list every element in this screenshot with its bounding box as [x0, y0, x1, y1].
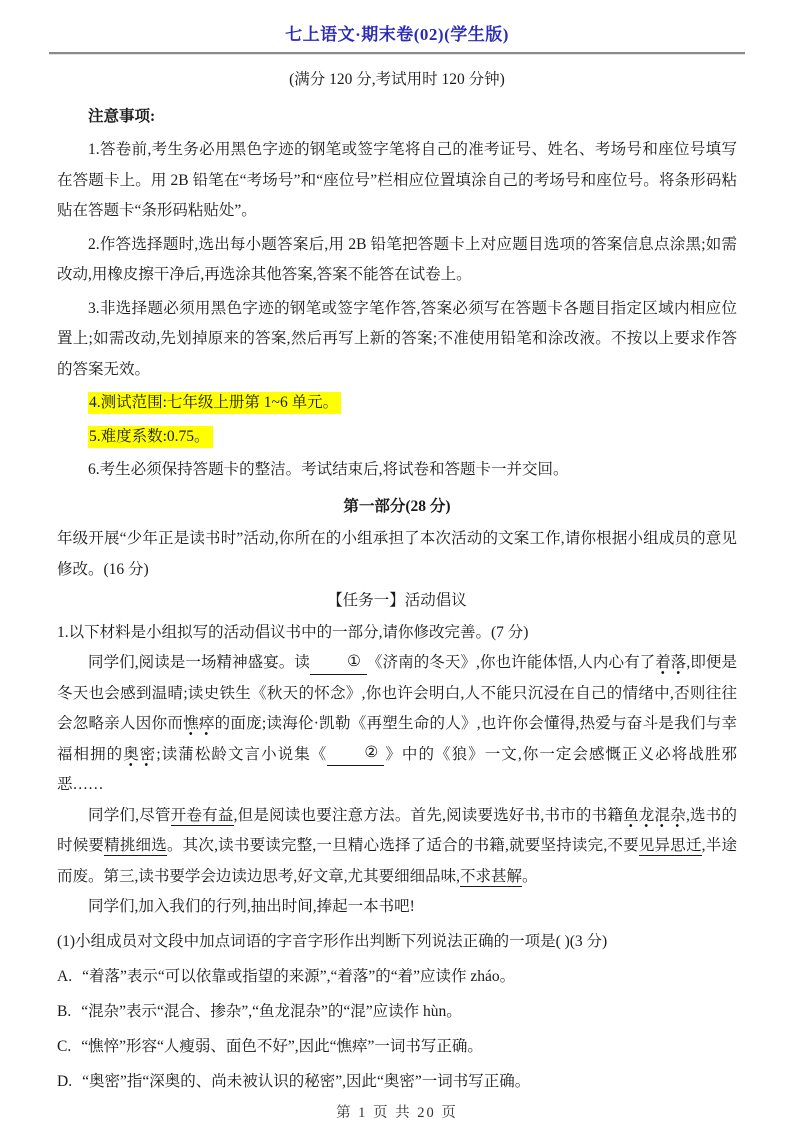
fill-in-blank: ① [310, 652, 367, 675]
underlined-word: 开卷有益 [171, 807, 234, 826]
question1-stem: 1.以下材料是小组拟写的活动倡议书中的一部分,请你修改完善。(7 分) [57, 618, 737, 649]
page-footer: 第 1 页 共 20 页 [57, 1098, 737, 1142]
option-c-label: C. [57, 1038, 71, 1055]
option-a-label: A. [57, 968, 72, 985]
underlined-word: 见异思迁 [639, 837, 702, 856]
fill-in-blank: ② [327, 743, 384, 766]
passage-paragraph-3 [57, 892, 737, 923]
option-b-text: “混杂”表示“混合、掺杂”,“鱼龙混杂”的“混”应读作 hùn。 [81, 1003, 462, 1020]
notice-item-2: 2.作答选择题时,选出每小题答案后,用 2B 铅笔把答题卡上对应题目选项的答案信息点涂黑;如需改动,用橡皮擦干净后,再选涂其他答案,答案不能答在试卷上。 [57, 230, 737, 291]
option-d [57, 1067, 737, 1098]
text-segment: 《济南的冬天》,你也许能体悟,人内心有了 [367, 654, 655, 671]
text-segment: ,半途而废。第三,读书要学会边读边思考,好文章,尤其要细细品味, [57, 837, 737, 885]
text-segment: 同学们,阅读是一场精神盛宴。读 [88, 654, 310, 671]
text-segment: 同学们,加入我们的行列,抽出时间,捧起一本书吧! [88, 898, 415, 915]
question1-1-stem: (1)小组成员对文段中加点词语的字音字形作出判断下列说法正确的一项是( )(3 分) [57, 927, 737, 958]
highlight-difficulty: 5.难度系数:0.75。 [88, 426, 213, 448]
text-segment: 的面庞;读海伦·凯勒《再塑生命的人》,也许你会懂得,热爱与奋斗是我们与幸福相拥的 [57, 715, 737, 763]
option-d-label: D. [57, 1073, 72, 1090]
option-b-label: B. [57, 1003, 71, 1020]
notice-section [57, 102, 737, 489]
notice-heading: 注意事项: [57, 102, 737, 133]
emphasized-word: 鱼龙混杂 [623, 807, 686, 828]
text-segment: ,但是阅读也要注意方法。首先,阅读要选好书,书市的书籍 [234, 807, 624, 824]
passage-paragraph-1 [57, 648, 737, 801]
title-divider [49, 52, 745, 55]
underlined-word: 不求甚解 [460, 868, 522, 887]
option-c-text: “憔悴”形容“人瘦弱、面色不好”,因此“憔瘁”一词书写正确。 [81, 1038, 483, 1055]
text-segment: 。其次,读书要读完整,一旦精心选择了适合的书籍,就要坚持读完,不要 [167, 837, 639, 854]
exam-meta: (满分 120 分,考试用时 120 分钟) [57, 65, 737, 96]
emphasized-word: 奥密 [123, 746, 156, 767]
option-a [57, 962, 737, 993]
part1-heading: 第一部分(28 分) [57, 492, 737, 523]
passage-paragraph-2 [57, 801, 737, 893]
text-segment: ,即便是冬天也会感到温晴;读史铁生《秋天的怀念》,你也许会明白,人不能只沉浸在自己的情绪中,否则往往会忽略亲人因你而 [57, 654, 737, 732]
emphasized-word: 着落 [655, 654, 686, 675]
option-a-text: “着落”表示“可以依靠或指望的来源”,“着落”的“着”应读作 zháo。 [82, 968, 515, 985]
notice-item-1: 1.答卷前,考生务必用黑色字迹的钢笔或签字笔将自己的准考证号、姓名、考场号和座位号填写在答题卡上。用 2B 铅笔在“考场号”和“座位号”栏相应位置填涂自己的考场号和座位号。将条形码粘贴在答题卡“条形码粘贴处”。 [57, 135, 737, 227]
underlined-word: 精挑细选 [104, 837, 167, 856]
text-segment: ,选书的时候要 [57, 807, 737, 855]
text-segment: 。 [522, 868, 538, 885]
notice-item-4 [57, 388, 737, 419]
page-title: 七上语文·期末卷(02)(学生版) [57, 20, 737, 45]
notice-item-6: 6.考生必须保持答题卡的整洁。考试结束后,将试卷和答题卡一并交回。 [57, 455, 737, 486]
option-c [57, 1032, 737, 1063]
part1-intro: 年级开展“少年正是读书时”活动,你所在的小组承担了本次活动的文案工作,请你根据小组成员的意见修改。(16 分) [57, 524, 737, 585]
highlight-test-scope: 4.测试范围:七年级上册第 1~6 单元。 [88, 392, 341, 414]
option-b [57, 997, 737, 1028]
text-segment: 》中的《狼》一文,你一定会感慨正义必将战胜邪恶…… [57, 746, 737, 794]
text-segment: ;读蒲松龄文言小说集《 [156, 746, 327, 763]
notice-item-5 [57, 422, 737, 453]
option-d-text: “奥密”指“深奥的、尚未被认识的秘密”,因此“奥密”一词书写正确。 [82, 1073, 530, 1090]
emphasized-word: 憔瘁 [183, 715, 215, 736]
task1-heading: 【任务一】活动倡议 [57, 586, 737, 617]
notice-item-3: 3.非选择题必须用黑色字迹的钢笔或签字笔作答,答案必须写在答题卡各题目指定区域内相应位置上;如需改动,先划掉原来的答案,然后再写上新的答案;不准使用铅笔和涂改液。不按以上要求作答的答案无效。 [57, 294, 737, 386]
text-segment: 同学们,尽管 [88, 807, 171, 824]
